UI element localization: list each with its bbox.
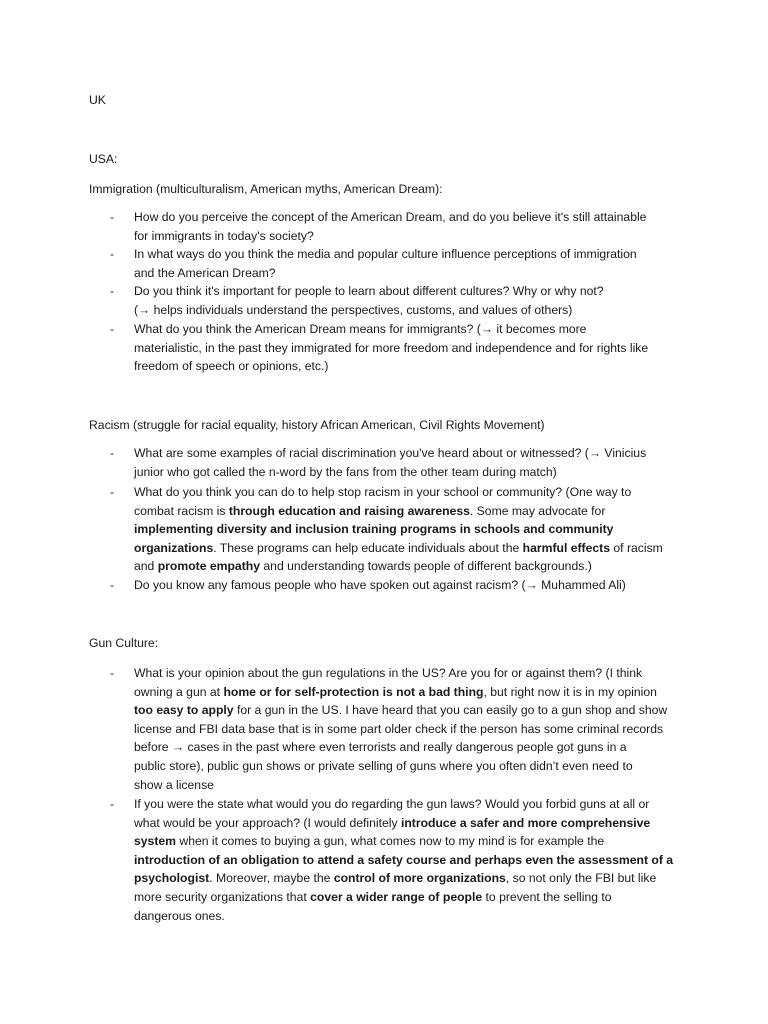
text-line: [134, 814, 694, 833]
text-run: and: [134, 559, 158, 574]
text-run: before → cases in the past where even terrorists and really dangerous people got guns in a: [134, 740, 627, 755]
text-run: junior who got called the n-word by the fans from the other team during match): [134, 464, 557, 479]
text-line: [134, 664, 694, 683]
bold-text: introduce a safer and more comprehensive: [400, 815, 651, 830]
bullet-dash: -: [110, 210, 115, 224]
text-line: [134, 757, 694, 776]
text-run: what would be your approach? (I would definitely: [134, 815, 401, 830]
gun-culture-title: Gun Culture:: [89, 636, 159, 650]
text-line: [134, 264, 694, 283]
text-run: owning a gun at: [134, 684, 224, 699]
bold-text: control of more organizations: [333, 871, 506, 886]
text-line: [134, 738, 694, 757]
bullet-dash: -: [110, 578, 115, 592]
text-line: [134, 576, 694, 595]
text-run: combat racism is: [134, 503, 229, 518]
text-run: . Moreover, maybe the: [209, 871, 334, 886]
text-line: [134, 832, 694, 851]
text-run: to prevent the selling to: [482, 889, 612, 904]
text-line: [134, 282, 694, 301]
list-item-text: [134, 795, 694, 925]
list-item-text: [134, 444, 694, 481]
text-line: [134, 851, 694, 870]
bold-text: implementing diversity and inclusion training programs in schools and community: [134, 522, 614, 537]
bold-text: harmful effects: [522, 540, 611, 555]
text-run: (→ helps individuals understand the perspectives, customs, and values of others): [134, 302, 573, 317]
bold-text: cover a wider range of people: [310, 889, 483, 904]
bold-text: through education and raising awareness: [228, 503, 470, 518]
text-line: [134, 869, 694, 888]
text-run: What do you think you can do to help stop racism in your school or community? (One way to: [134, 485, 632, 499]
text-run: Do you think it's important for people to learn about different cultures? Why or why not?: [134, 284, 604, 298]
bold-text: promote empathy: [157, 559, 260, 574]
racism-title: Racism (struggle for racial equality, history African American, Civil Rights Movement): [89, 418, 545, 432]
text-line: [134, 245, 694, 264]
text-line: [134, 227, 694, 246]
uk-heading: UK: [89, 93, 106, 107]
text-run: show a license: [134, 777, 214, 792]
bold-text: organizations: [134, 540, 214, 555]
bullet-dash: -: [110, 247, 115, 261]
bold-text: introduction of an obligation to attend a safety course and perhaps even the assessment of a: [134, 852, 674, 867]
bold-text: home or for self-protection is not a bad thing: [223, 684, 484, 699]
text-line: [134, 208, 694, 227]
text-run: freedom of speech or opinions, etc.): [134, 359, 329, 374]
text-line: [134, 463, 694, 482]
list-item-text: [134, 576, 694, 595]
text-line: [134, 795, 694, 814]
text-run: What do you think the American Dream means for immigrants? (→ it becomes more: [134, 322, 587, 336]
text-run: and the American Dream?: [134, 265, 276, 280]
text-line: [134, 683, 694, 702]
bullet-dash: -: [110, 284, 115, 298]
text-line: [134, 444, 694, 463]
list-item-text: [134, 245, 694, 282]
bullet-dash: -: [110, 666, 115, 680]
bold-text: too easy to apply: [134, 703, 234, 718]
text-line: [134, 483, 694, 502]
text-run: dangerous ones.: [134, 908, 225, 923]
text-line: [134, 520, 694, 539]
text-line: [134, 907, 694, 926]
list-item-text: [134, 282, 694, 319]
bullet-dash: -: [110, 322, 115, 336]
text-run: Do you know any famous people who have spoken out against racism? (→ Muhammed Ali): [134, 578, 626, 592]
text-run: . These programs can help educate individuals about the: [213, 540, 523, 555]
text-line: [134, 720, 694, 739]
text-run: . Some may advocate for: [469, 503, 606, 518]
text-run: more security organizations that: [134, 889, 311, 904]
text-run: materialistic, in the past they immigrated for more freedom and independence and for rights like: [134, 340, 649, 355]
text-line: [134, 339, 694, 358]
text-line: [134, 557, 694, 576]
text-run: for a gun in the US. I have heard that you can easily go to a gun shop and show: [233, 703, 668, 718]
text-line: [134, 301, 694, 320]
bold-text: system: [134, 834, 177, 849]
immigration-title: Immigration (multiculturalism, American myths, American Dream):: [89, 182, 443, 196]
text-run: license and FBI data base that is in some part older check if the person has some criminal records: [134, 721, 664, 736]
text-line: [134, 357, 694, 376]
text-run: , so not only the FBI but like: [505, 871, 657, 886]
text-run: of racism: [610, 540, 663, 555]
bold-text: psychologist: [134, 871, 210, 886]
text-run: If you were the state what would you do regarding the gun laws? Would you forbid guns at all or: [134, 797, 650, 811]
text-run: public store), public gun shows or private selling of guns where you often didn’t even need to: [134, 758, 633, 773]
usa-heading: USA:: [89, 152, 118, 166]
text-run: when it comes to buying a gun, what comes now to my mind is for example the: [176, 834, 605, 849]
list-item-text: [134, 320, 694, 376]
bullet-dash: -: [110, 797, 115, 811]
text-run: How do you perceive the concept of the American Dream, and do you believe it's still attainable: [134, 210, 647, 224]
list-item-text: [134, 664, 694, 794]
text-line: [134, 776, 694, 795]
list-item-text: [134, 208, 694, 245]
bullet-dash: -: [110, 446, 115, 460]
list-item-text: [134, 483, 694, 576]
text-run: for immigrants in today's society?: [134, 228, 314, 243]
text-run: , but right now it is in my opinion: [483, 684, 657, 699]
text-run: In what ways do you think the media and popular culture influence perceptions of immigration: [134, 247, 637, 261]
bullet-dash: -: [110, 485, 115, 499]
text-run: What are some examples of racial discrimination you've heard about or witnessed? (→ Vinicius: [134, 446, 647, 460]
text-line: [134, 701, 694, 720]
text-line: [134, 502, 694, 521]
text-line: [134, 320, 694, 339]
text-line: [134, 539, 694, 558]
text-line: [134, 888, 694, 907]
text-run: and understanding towards people of different backgrounds.): [260, 559, 592, 574]
text-run: What is your opinion about the gun regulations in the US? Are you for or against them? (I think: [134, 666, 643, 680]
